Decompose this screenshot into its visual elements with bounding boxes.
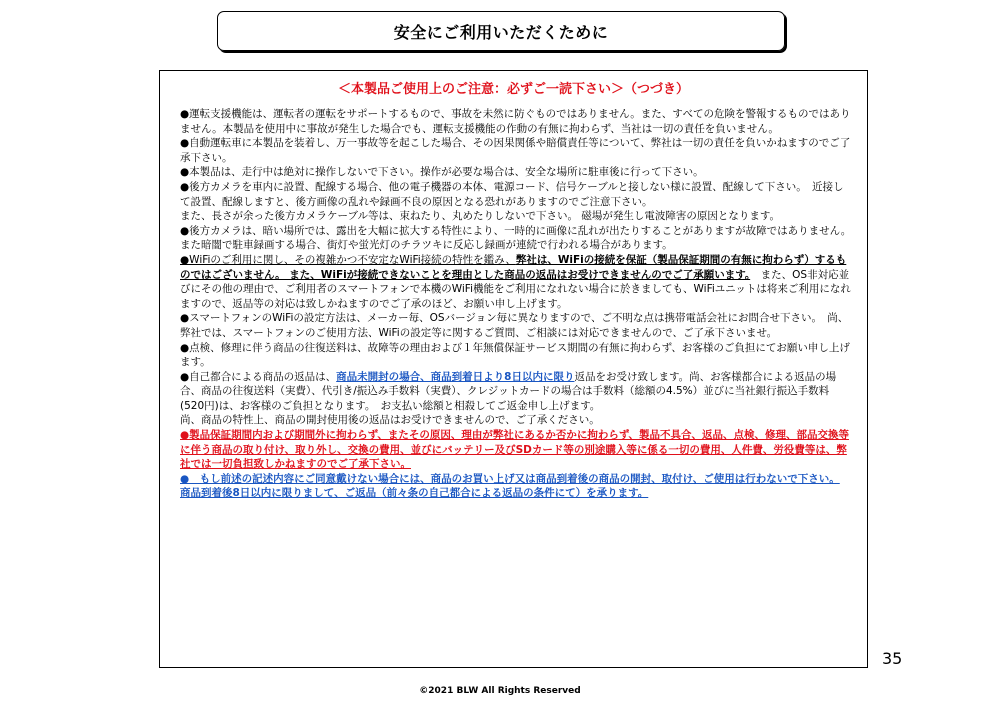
title-box [217,11,785,51]
paragraph-repair-shipping: ●点検、修理に伴う商品の往復送料は、故障等の理由および１年無償保証サービス期間の有無に拘わらず、お客様のご負担にてお願い申し上げます。 [180,341,850,369]
paragraph-no-operation-while-driving: ●本製品は、走行中は絶対に操作しないで下さい。操作が必要な場合は、安全な場所に駐車後に行って下さい。 [180,166,704,179]
wifi-text-1: ●WiFiのご利用に関し、その複雑かつ不安定なWiFi接続の特性を鑑み、 [180,253,516,266]
paragraph-cable-bundling: また、長さが余った後方カメラケーブル等は、束ねたり、丸めたりしないで下さい。 磁場が発生し電波障害の原因となります。 [180,210,781,223]
paragraph-rear-camera-dark: ●後方カメラは、暗い場所では、露出を大幅に拡大する特性により、一時的に画像に乱れが出たりすることがありますが故障ではありません。 また暗闇で駐車録画する場合、街灯や蛍光灯のチラツキに反応し録画が連続で行われる場合があります。 [180,224,852,252]
paragraph-autonomous-vehicle: ●自動運転車に本製品を装着し、万一事故等を起こした場合、その因果関係や賠償責任等について、弊社は一切の責任を負いかねますのでご了承下さい。 [180,137,851,164]
paragraph-consent: ● もし前述の記述内容にご同意戴けない場合には、商品のお買い上げ又は商品到着後の商品の開封、取付け、ご使用は行わないで下さい。 商品到着後8日以内に限りまして、ご返品（前々条の自己都合による返品の条件にて）を承ります。 [180,472,840,500]
paragraph-wifi-usage [180,253,852,311]
paragraph-driving-assist: ●運転支援機能は、運転者の運転をサポートするもので、事故を未然に防ぐものではありません。また、すべての危険を警報するものではありません。本製品を使用中に事故が発生した場合でも、運転支援機能の作動の有無に拘わらず、当社は一切の責任を負いません。 [180,108,851,135]
wifi-text-3: また、OS非対応並びにその他の理由で、ご利用者のスマートフォンで本機のWiFi機能をご利用になれない場合に於きましても、WiFiユニットは将来ご利用になれますので、返品等の対応は致しかねますのでご了承のほど、お願い申し上げます。 [180,268,851,310]
page-title: 安全にご利用いただくために [393,22,609,42]
content-box [159,70,868,668]
paragraph-warranty-costs: ●製品保証期間内および期間外に拘わらず、またその原因、理由が弊社にあるか否かに拘わらず、製品不具合、返品、点検、修理、部品交換等に伴う商品の取り付け、取り外し、交換の費用、並びにバッテリー及びSDカード等の別途購入等に係る一切の費用、人件費、労役費等は、弊社では一切負担致しかねますのでご了承下さい。 [180,429,849,471]
section-subtitle: ＜本製品ご使用上のご注意：必ずご一読下さい＞（つづき） [337,82,689,97]
copyright: ©2021 BLW All Rights Reserved [419,686,581,696]
wifi-text-2: 弊社は、WiFiの接続を保証（製品保証期間の有無に拘わらず）するものではございません。 また、WiFiが接続できないことを理由とした商品の返品はお受けできませんのでご了承願います。 [180,253,847,281]
return-text-3: 返品をお受け致します。尚、お客様都合による返品の場合、商品の往復送料（実費）、代引き/振込み手数料（実費）、クレジットカードの場合は手数料（総額の4.5%）並びに当社銀行振込手数料(520円)は、お客様のご負担となります。 お支払い総額と相殺してご返金申し上げます。 [180,370,837,412]
paragraph-wifi-settings: ●スマートフォンのWiFiの設定方法は、メーカー毎、OSバージョン毎に異なりますので、ご不明な点は携帯電話会社にお問合せ下さい。 尚、弊社では、スマートフォンのご使用方法、WiFiの設定等に関するご質問、ご相談には対応できませんので、ご了承下さいませ。 [180,312,849,339]
return-text-2: 商品未開封の場合、商品到着日より8日以内に限り [336,370,575,383]
notice-body [180,107,852,501]
paragraph-self-return [180,370,852,414]
paragraph-rear-camera-wiring: ●後方カメラを車内に設置、配線する場合、他の電子機器の本体、電源コード、信号ケーブルと接しない様に設置、配線して下さい。 近接して設置、配線しますと、後方画像の乱れや録画不良の原因となる恐れがありますのでご注意下さい。 [180,180,844,208]
paragraph-opened-no-return: 尚、商品の特性上、商品の開封使用後の返品はお受けできませんので、ご了承ください。 [180,414,600,427]
page-number: 35 [882,649,903,668]
return-text-1: ●自己都合による商品の返品は、 [180,370,337,383]
